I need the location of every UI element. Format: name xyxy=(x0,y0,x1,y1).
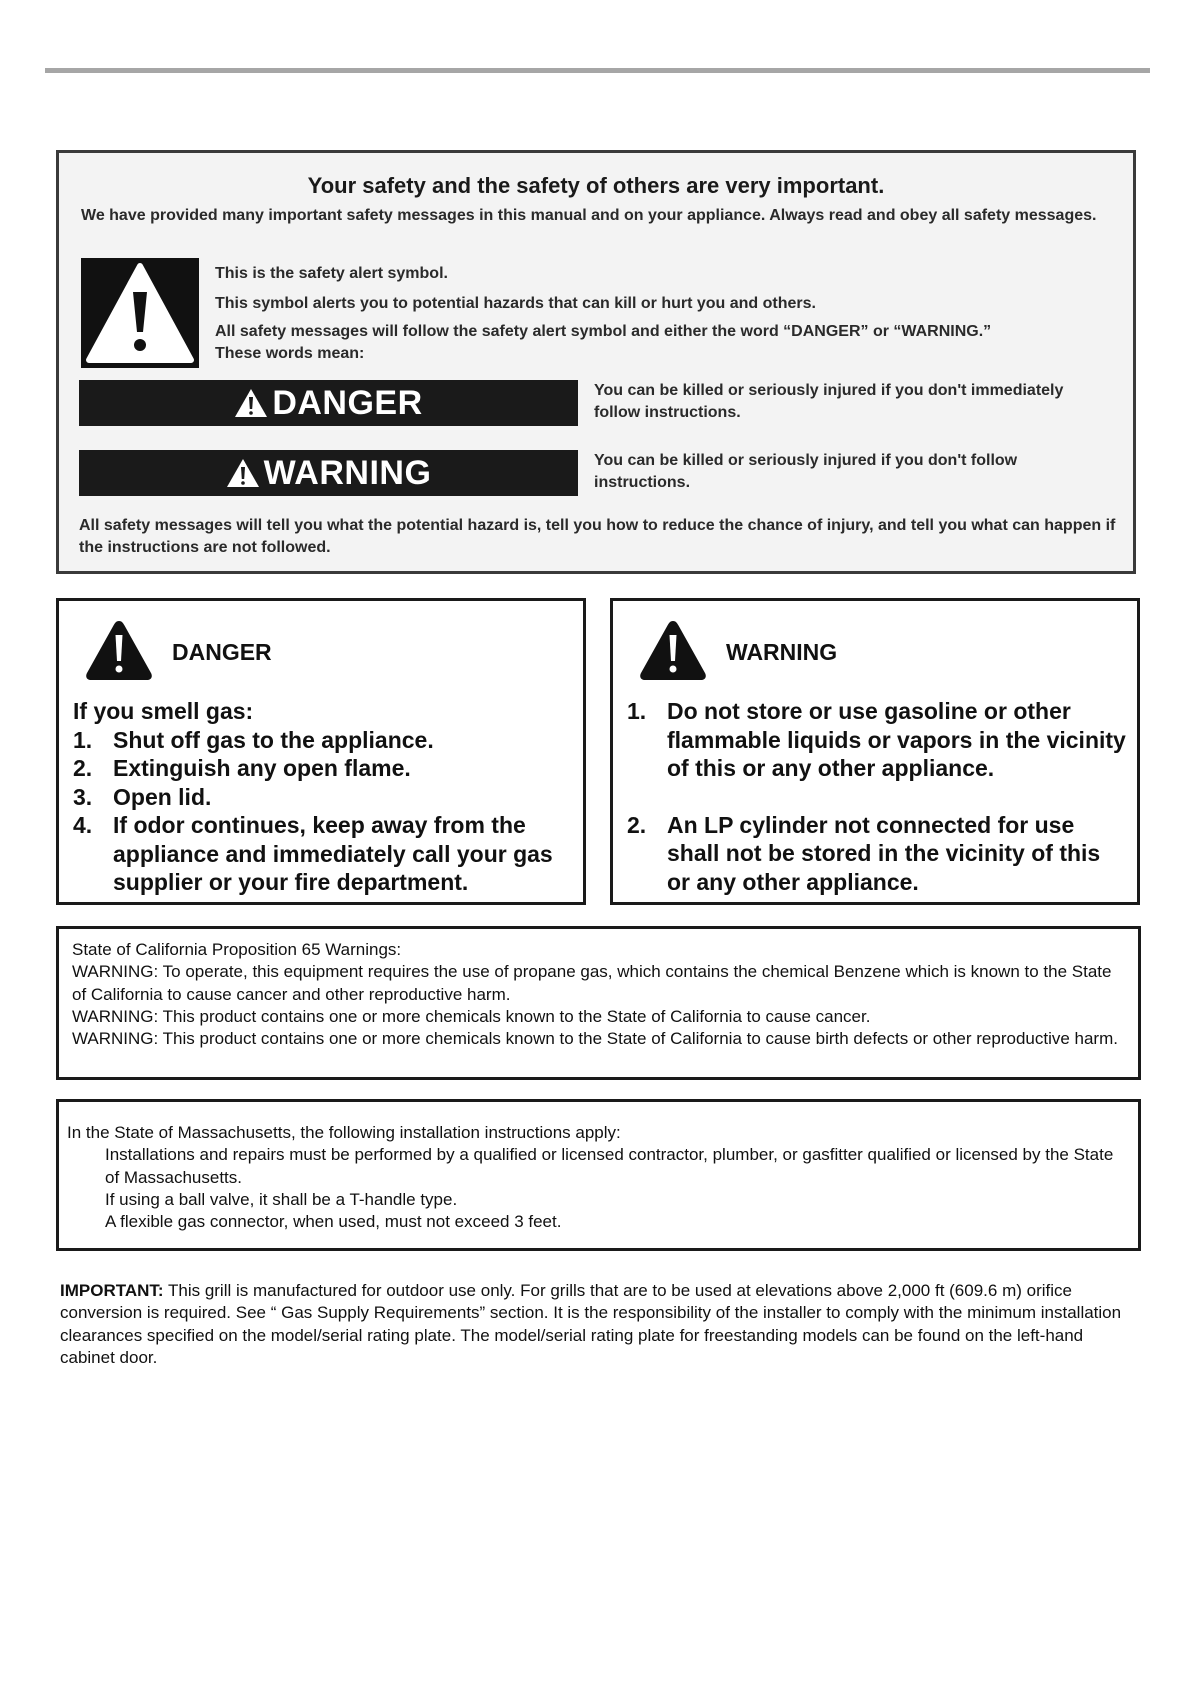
warning-panel-body xyxy=(627,697,1127,896)
massachusetts-item: Installations and repairs must be performed by a qualified or licensed contractor, plumber, or gasfitter qualified or licensed by the State of Massachusetts. xyxy=(105,1145,1114,1187)
danger-panel-heading: DANGER xyxy=(172,639,272,665)
safety-intro-text: We have provided many important safety messages in this manual and on your appliance. Always read and obey all safety messages. xyxy=(81,207,1097,224)
important-note xyxy=(60,1280,1140,1369)
warning-triangle-icon xyxy=(637,617,709,683)
list-item: 2. Extinguish any open flame. xyxy=(73,755,411,781)
prop65-title: State of California Proposition 65 Warnings: xyxy=(72,940,402,959)
list-item: 3. Open lid. xyxy=(73,783,212,810)
important-text: This grill is manufactured for outdoor use only. For grills that are to be used at elevations above 2,000 ft (609.6 m) orifice conversion is required. See “ Gas Supply Requirements” section. It is the responsibility of the installer to comply with the minimum installation clearances specified on the model/serial rating plate. The model/serial rating plate for freestanding models can be found on the left-hand cabinet door. xyxy=(60,1281,1122,1367)
danger-description: You can be killed or seriously injured if you don't immediately follow instructions. xyxy=(594,382,1064,421)
danger-warning-triangle-icon xyxy=(83,617,155,683)
danger-signal-label: DANGER xyxy=(272,383,423,422)
safety-alert-symbol-icon xyxy=(81,258,199,368)
massachusetts-instructions-box xyxy=(56,1099,1141,1251)
list-item: 1. Shut off gas to the appliance. xyxy=(73,726,434,753)
list-item: 4. If odor continues, keep away from the appliance and immediately call your gas supplier or your fire department. xyxy=(73,812,553,895)
danger-panel-body xyxy=(73,697,573,897)
prop65-line: WARNING: To operate, this equipment requires the use of propane gas, which contains the chemical Benzene which is known to the State of California to cause cancer and other reproductive harm. xyxy=(72,962,1112,1004)
warning-description: You can be killed or seriously injured if you don't follow instructions. xyxy=(594,452,1018,491)
massachusetts-intro: In the State of Massachusetts, the following installation instructions apply: xyxy=(67,1123,621,1142)
prop65-line: WARNING: This product contains one or more chemicals known to the State of California to cause cancer. xyxy=(72,1006,871,1026)
warning-panel-heading: WARNING xyxy=(726,639,838,665)
top-divider xyxy=(45,68,1150,73)
danger-alert-icon xyxy=(234,388,268,418)
list-item: 2. An LP cylinder not connected for use shall not be stored in the vicinity of this or any other appliance. xyxy=(627,811,1101,895)
important-label: IMPORTANT: xyxy=(60,1281,164,1300)
alert-line-3: All safety messages will follow the safety alert symbol and either the word “DANGER” or “WARNING.” xyxy=(215,323,992,340)
danger-panel-intro: If you smell gas: xyxy=(73,698,254,724)
massachusetts-item: If using a ball valve, it shall be a T-handle type. xyxy=(105,1189,458,1209)
safety-alert-explanation xyxy=(215,263,1115,365)
danger-panel xyxy=(56,598,586,905)
prop65-line: WARNING: This product contains one or more chemicals known to the State of California to cause birth defects or other reproductive harm. xyxy=(72,1029,1118,1049)
warning-alert-icon xyxy=(226,458,260,488)
safety-footer-text: All safety messages will tell you what the potential hazard is, tell you how to reduce the chance of injury, and tell you what can happen if the instructions are not followed. xyxy=(79,517,1116,556)
massachusetts-item: A flexible gas connector, when used, must not exceed 3 feet. xyxy=(105,1212,562,1232)
prop65-warnings-box xyxy=(56,926,1141,1080)
warning-signal-bar xyxy=(79,450,578,496)
warning-panel xyxy=(610,598,1140,905)
danger-signal-bar xyxy=(79,380,578,426)
warning-signal-label: WARNING xyxy=(263,453,432,492)
alert-line-1: This is the safety alert symbol. xyxy=(215,265,448,282)
alert-line-4: These words mean: xyxy=(215,345,365,362)
alert-line-2: This symbol alerts you to potential hazards that can kill or hurt you and others. xyxy=(215,295,816,312)
list-item: 1. Do not store or use gasoline or other flammable liquids or vapors in the vicinity of this or any other appliance. xyxy=(627,698,1126,781)
safety-intro-box xyxy=(56,150,1136,574)
safety-title: Your safety and the safety of others are very important. xyxy=(307,173,885,198)
